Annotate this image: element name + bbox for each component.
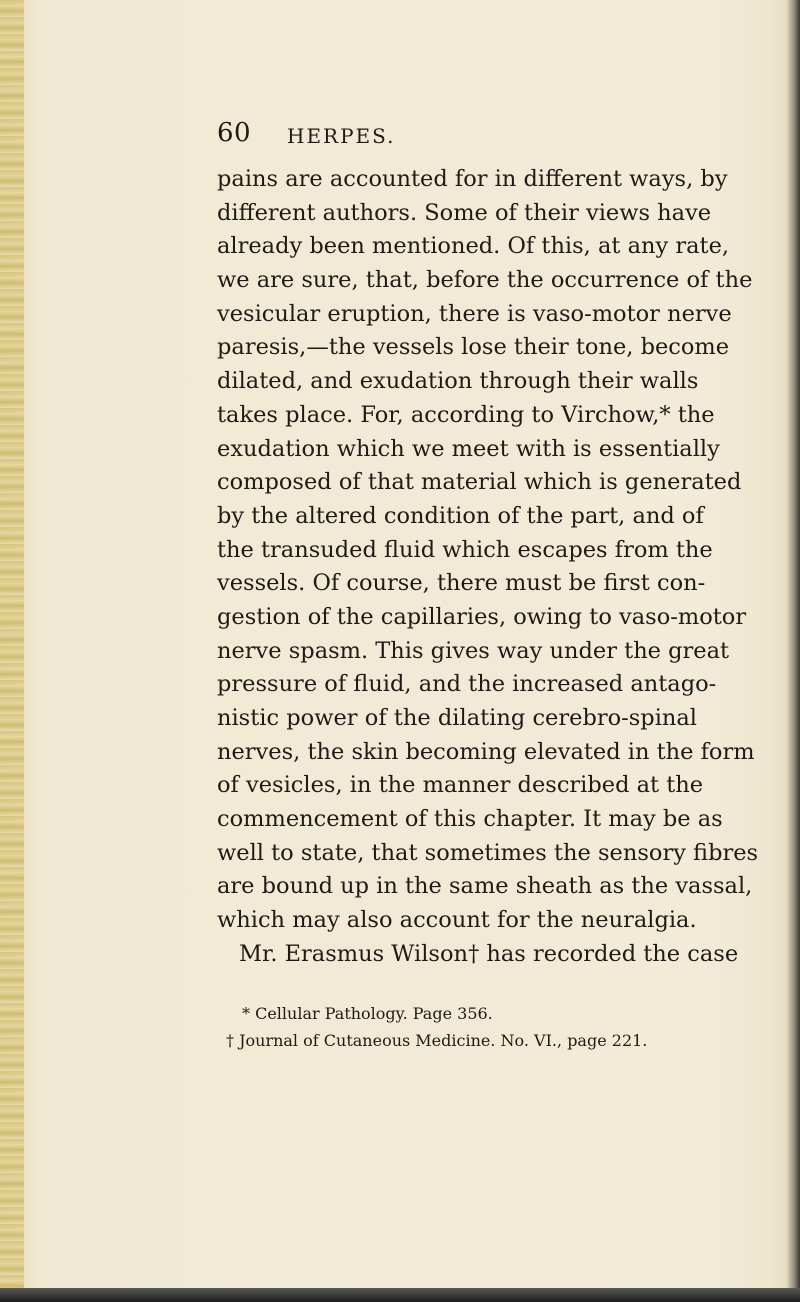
text-line: the transuded fluid which escapes from the (217, 536, 713, 563)
footnote: * Cellular Pathology. Page 356. (242, 1004, 493, 1023)
text-line: nerves, the skin becoming elevated in the form (217, 738, 755, 765)
footnotes (226, 1000, 696, 1054)
text-line: commencement of this chapter. It may be as (217, 806, 723, 833)
text-line: well to state, that sometimes the sensory fibres (217, 839, 759, 866)
page-right-edge (786, 0, 800, 1302)
page-number: 60 (217, 118, 252, 148)
text-line: vessels. Of course, there must be first con- (217, 570, 706, 597)
running-head: HERPES. (287, 124, 396, 148)
text-line: are bound up in the same sheath as the vassal, (217, 873, 753, 900)
text-line: of vesicles, in the manner described at the (217, 772, 704, 799)
text-line-paragraph-start: Mr. Erasmus Wilson† has recorded the case (239, 940, 739, 967)
page-bottom-edge (0, 1288, 800, 1302)
text-line: pains are accounted for in different ways, by (217, 166, 728, 192)
text-line: composed of that material which is generated (217, 469, 742, 496)
text-line: paresis,—the vessels lose their tone, become (217, 334, 730, 361)
text-line: different authors. Some of their views have (217, 199, 712, 226)
page-header (217, 118, 657, 158)
text-line: nistic power of the dilating cerebro-spinal (217, 705, 697, 731)
text-line: dilated, and exudation through their walls (217, 368, 699, 395)
text-line: gestion of the capillaries, owing to vaso-motor (217, 603, 747, 630)
footnote: † Journal of Cutaneous Medicine. No. VI., page 221. (226, 1031, 648, 1050)
text-line: takes place. For, according to Virchow,* the (217, 401, 715, 428)
text-line: which may also account for the neuralgia. (217, 907, 697, 934)
text-line: exudation which we meet with is essentially (217, 435, 720, 462)
text-line: nerve spasm. This gives way under the great (217, 637, 730, 664)
text-line: vesicular eruption, there is vaso-motor nerve (217, 300, 732, 327)
text-line: already been mentioned. Of this, at any rate, (217, 233, 730, 260)
text-line: by the altered condition of the part, and of (217, 502, 704, 529)
page-binding-edge (0, 0, 24, 1302)
text-line: we are sure, that, before the occurrence of the (217, 267, 753, 294)
body-text (217, 163, 759, 972)
text-line: pressure of fluid, and the increased antago- (217, 671, 717, 698)
